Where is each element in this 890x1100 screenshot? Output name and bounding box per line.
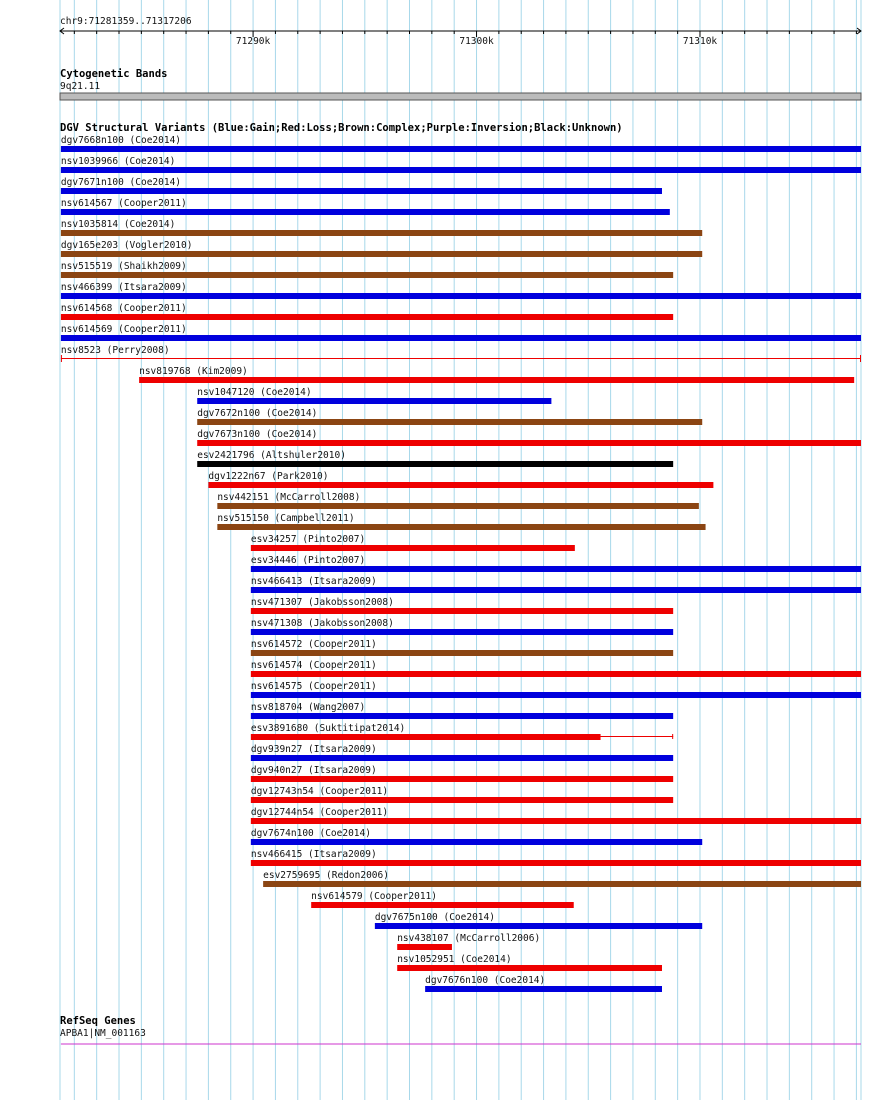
- variant-label: dgv12743n54 (Cooper2011): [250, 786, 389, 797]
- variant-label: dgv7676n100 (Coe2014): [425, 975, 546, 986]
- variant-bar[interactable]: [61, 251, 702, 257]
- variant-label: nsv614572 (Cooper2011): [250, 639, 377, 650]
- variant-label: nsv614575 (Cooper2011): [250, 681, 377, 692]
- variant-row[interactable]: [61, 219, 702, 236]
- variant-bar[interactable]: [311, 902, 574, 908]
- variant-row[interactable]: [251, 786, 673, 803]
- variant-bar[interactable]: [251, 671, 861, 677]
- variant-label: dgv7672n100 (Coe2014): [197, 408, 318, 419]
- variant-bar[interactable]: [251, 713, 673, 719]
- variant-bar[interactable]: [251, 734, 601, 740]
- variant-bar[interactable]: [139, 377, 854, 383]
- variant-bar[interactable]: [397, 944, 452, 950]
- cytoband-bar[interactable]: [60, 93, 861, 100]
- variant-bar[interactable]: [197, 461, 673, 467]
- variant-label: dgv1222n67 (Park2010): [208, 471, 329, 482]
- variant-row[interactable]: [61, 240, 702, 257]
- variant-label: esv3891680 (Suktitipat2014): [250, 723, 406, 734]
- variant-bar[interactable]: [61, 209, 670, 215]
- variant-bar[interactable]: [251, 692, 861, 698]
- variant-label: dgv7675n100 (Coe2014): [374, 912, 495, 923]
- variant-bar[interactable]: [251, 755, 673, 761]
- variant-row[interactable]: [251, 618, 673, 635]
- variant-bar[interactable]: [251, 818, 861, 824]
- variant-row[interactable]: [61, 156, 861, 173]
- variant-label: nsv819768 (Kim2009): [139, 366, 248, 377]
- variant-bar[interactable]: [61, 293, 861, 299]
- variant-bar[interactable]: [197, 398, 551, 404]
- dgv-track[interactable]: [60, 122, 861, 992]
- variant-bar[interactable]: [197, 440, 861, 446]
- variant-bar[interactable]: [251, 545, 575, 551]
- variant-row[interactable]: [251, 723, 673, 740]
- variant-bar[interactable]: [251, 629, 673, 635]
- variant-row[interactable]: [251, 807, 861, 824]
- variant-row[interactable]: [375, 912, 702, 929]
- refseq-gene-label: APBA1|NM_001163: [60, 1028, 146, 1039]
- variant-row[interactable]: [208, 471, 713, 488]
- variant-row[interactable]: [251, 639, 673, 656]
- variant-row[interactable]: [197, 429, 861, 446]
- variant-label: nsv818704 (Wang2007): [250, 702, 366, 713]
- ruler[interactable]: [60, 16, 861, 47]
- variant-label: dgv939n27 (Itsara2009): [250, 744, 377, 755]
- variant-label: nsv1052951 (Coe2014): [397, 954, 512, 965]
- variant-bar[interactable]: [197, 419, 702, 425]
- variant-row[interactable]: [197, 450, 673, 467]
- variant-bar[interactable]: [375, 923, 702, 929]
- variant-label: nsv1047120 (Coe2014): [197, 387, 312, 398]
- variant-row[interactable]: [197, 408, 702, 425]
- variant-row[interactable]: [61, 303, 673, 320]
- variant-label: dgv7668n100 (Coe2014): [60, 135, 182, 146]
- variant-row[interactable]: [61, 261, 673, 278]
- variant-bar[interactable]: [217, 503, 699, 509]
- ruler-tick-label: 71310k: [682, 36, 718, 47]
- variant-row[interactable]: [251, 534, 575, 551]
- variant-row[interactable]: [217, 492, 699, 509]
- variant-bar[interactable]: [251, 587, 861, 593]
- variant-bar[interactable]: [61, 314, 673, 320]
- variant-bar[interactable]: [208, 482, 713, 488]
- variant-row[interactable]: [425, 975, 662, 992]
- variant-label: nsv515150 (Campbell2011): [217, 513, 355, 524]
- variant-label: dgv7671n100 (Coe2014): [60, 177, 182, 188]
- variant-bar[interactable]: [425, 986, 662, 992]
- cytoband-track-title: Cytogenetic Bands: [60, 68, 168, 80]
- variant-bar[interactable]: [251, 650, 673, 656]
- variant-row[interactable]: [311, 891, 574, 908]
- variant-row[interactable]: [251, 597, 673, 614]
- variant-row[interactable]: [197, 387, 551, 404]
- variant-label: nsv442151 (McCarroll2008): [217, 492, 361, 503]
- ruler-ticks: [74, 31, 856, 47]
- variant-row[interactable]: [61, 345, 861, 362]
- variant-row[interactable]: [251, 576, 861, 593]
- variant-label: nsv614568 (Cooper2011): [60, 303, 187, 314]
- variant-label: dgv7673n100 (Coe2014): [197, 429, 318, 440]
- variant-row[interactable]: [61, 282, 861, 299]
- variant-bar[interactable]: [251, 860, 861, 866]
- variant-label: nsv1035814 (Coe2014): [60, 219, 176, 230]
- variant-label: dgv940n27 (Itsara2009): [250, 765, 377, 776]
- variant-bar[interactable]: [251, 608, 673, 614]
- variant-row[interactable]: [251, 660, 861, 677]
- variant-bar[interactable]: [61, 272, 673, 278]
- variant-bar[interactable]: [61, 335, 861, 341]
- variant-row[interactable]: [251, 555, 861, 572]
- variant-label: nsv8523 (Perry2008): [60, 345, 170, 356]
- variant-label: esv2421796 (Altshuler2010): [197, 450, 346, 461]
- variant-bar[interactable]: [263, 881, 861, 887]
- variant-bar[interactable]: [61, 167, 861, 173]
- variant-bar[interactable]: [397, 965, 662, 971]
- location-label: chr9:71281359..71317206: [60, 16, 192, 27]
- variant-list[interactable]: [61, 135, 861, 992]
- variant-label: nsv466413 (Itsara2009): [250, 576, 377, 587]
- variant-label: nsv466399 (Itsara2009): [60, 282, 187, 293]
- variant-label: dgv12744n54 (Cooper2011): [250, 807, 389, 818]
- variant-row[interactable]: [61, 177, 662, 194]
- variant-label: dgv7674n100 (Coe2014): [250, 828, 371, 839]
- cytoband-label: 9q21.11: [60, 81, 101, 92]
- ruler-tick-label: 71290k: [235, 36, 271, 47]
- variant-label: nsv466415 (Itsara2009): [250, 849, 377, 860]
- cytoband-track[interactable]: [60, 68, 861, 100]
- variant-row[interactable]: [251, 744, 673, 761]
- variant-row[interactable]: [61, 198, 670, 215]
- variant-label: dgv165e203 (Vogler2010): [60, 240, 193, 251]
- variant-row[interactable]: [397, 954, 662, 971]
- variant-row[interactable]: [61, 324, 861, 341]
- variant-label: nsv471308 (Jakobsson2008): [250, 618, 394, 629]
- refseq-track-title: RefSeq Genes: [60, 1015, 136, 1027]
- ruler-tick-label: 71300k: [459, 36, 494, 47]
- variant-row[interactable]: [263, 870, 861, 887]
- variant-label: nsv1039966 (Coe2014): [60, 156, 176, 167]
- variant-label: nsv438107 (McCarroll2006): [397, 933, 541, 944]
- variant-bar[interactable]: [217, 524, 705, 530]
- variant-bar[interactable]: [251, 839, 702, 845]
- variant-row[interactable]: [251, 702, 673, 719]
- variant-label: nsv614579 (Cooper2011): [311, 891, 438, 902]
- variant-row[interactable]: [251, 681, 861, 698]
- variant-bar[interactable]: [61, 230, 702, 236]
- variant-row[interactable]: [397, 933, 540, 950]
- variant-row[interactable]: [139, 366, 854, 383]
- variant-row[interactable]: [251, 765, 673, 782]
- variant-label: esv34257 (Pinto2007): [250, 534, 366, 545]
- variant-label: esv34446 (Pinto2007): [250, 555, 366, 566]
- variant-bar[interactable]: [251, 797, 673, 803]
- variant-bar[interactable]: [251, 566, 861, 572]
- variant-row[interactable]: [61, 135, 861, 152]
- variant-row[interactable]: [217, 513, 705, 530]
- variant-label: nsv614574 (Cooper2011): [250, 660, 377, 671]
- dgv-track-title: DGV Structural Variants (Blue:Gain;Red:Loss;Brown:Complex;Purple:Inversion;Black:Unknown): [60, 122, 623, 134]
- variant-bar[interactable]: [61, 146, 861, 152]
- variant-row[interactable]: [251, 849, 861, 866]
- variant-bar[interactable]: [251, 776, 673, 782]
- variant-label: nsv614567 (Cooper2011): [60, 198, 187, 209]
- variant-label: nsv471307 (Jakobsson2008): [250, 597, 394, 608]
- variant-label: nsv614569 (Cooper2011): [60, 324, 187, 335]
- variant-bar[interactable]: [61, 188, 662, 194]
- refseq-track[interactable]: [60, 1015, 861, 1044]
- variant-label: esv2759695 (Redon2006): [263, 870, 389, 881]
- variant-label: nsv515519 (Shaikh2009): [60, 261, 187, 272]
